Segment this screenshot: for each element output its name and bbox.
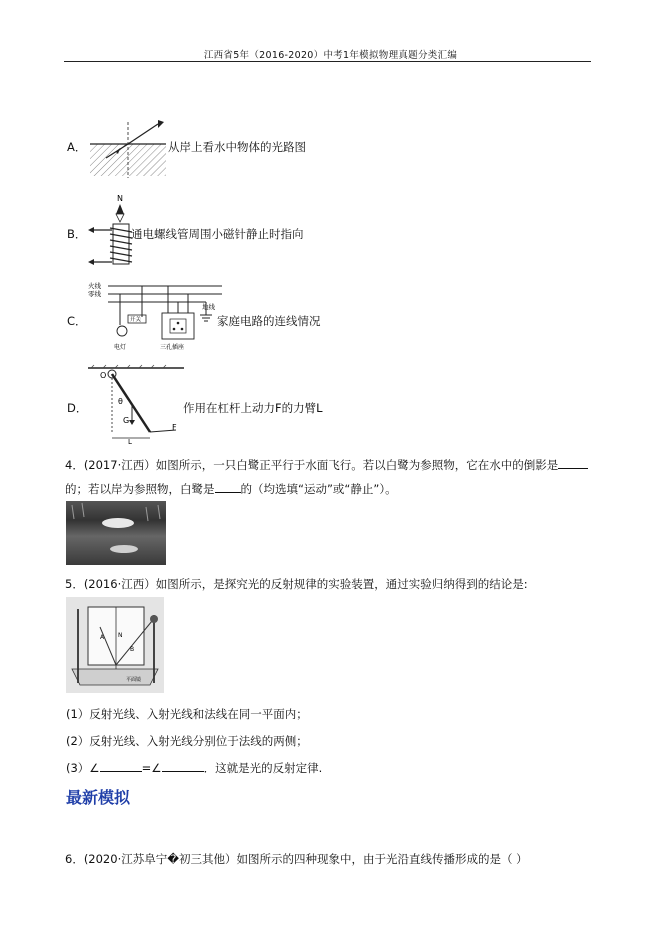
lamp-icon (117, 326, 127, 336)
north-label: N (117, 194, 123, 203)
q5-line1: 5．(2016·江西）如图所示，是探究光的反射规律的实验装置，通过实验归纳得到的结论是: (65, 577, 528, 591)
egret-photo-detail (66, 501, 166, 565)
label-n: N (118, 632, 123, 639)
incident-ray (128, 124, 158, 144)
option-a-text: 从岸上看水中物体的光路图 (168, 140, 306, 154)
apparatus-drawing (66, 597, 164, 693)
mirror (72, 669, 158, 685)
option-c-figure (86, 281, 226, 357)
mirror-label: 平面镜 (126, 677, 142, 683)
q5-item1: (1）反射光线、入射光线和法线在同一平面内； (66, 707, 308, 721)
section-heading: 最新模拟 (66, 788, 131, 807)
egret-photo (66, 501, 166, 565)
q5-item3 (66, 760, 322, 776)
q4-line1-text: 4．(2017·江西）如图所示，一只白鹭正平行于水面飞行。若以白鹭为参照物，它在水中的倒影是 (65, 458, 559, 472)
laser-icon (150, 615, 158, 623)
f-label: F (172, 423, 177, 432)
current-arrow-top (88, 227, 94, 233)
q5-item3b: =∠ (141, 761, 162, 775)
ground-wire-label: 地线 (202, 303, 215, 311)
switch-label: 开关 (130, 317, 142, 323)
q4-line2b: 的（均选填“运动”或“静止”）。 (240, 482, 397, 496)
q6-text: 6．(2020·江苏阜宁�初三其他）如图所示的四种现象中，由于光沿直线传播形成的是（ ） (65, 852, 528, 866)
needle-north (116, 204, 124, 214)
q4-blank-2[interactable] (215, 481, 241, 493)
option-b-text: 通电螺线管周围小磁针静止时指向 (131, 227, 304, 241)
label-a: A (100, 634, 105, 641)
option-c-letter: C． (67, 314, 87, 328)
option-d-figure (86, 364, 186, 444)
eye-icon (158, 120, 164, 128)
q4-line2 (65, 481, 397, 497)
needle-south (116, 214, 124, 222)
option-a-letter: A． (67, 140, 87, 154)
reflection-apparatus-photo (66, 597, 164, 693)
q4-blank-1[interactable] (558, 457, 588, 469)
q5-blank-2[interactable] (162, 760, 204, 772)
g-label: G (123, 416, 130, 425)
egret-icon (102, 518, 134, 528)
header-rule (64, 61, 591, 62)
option-a-figure (88, 118, 168, 180)
q5-item3c: ．这就是光的反射定律. (203, 761, 323, 775)
socket-label: 三孔插座 (160, 344, 185, 351)
q5-item3a: (3）∠ (66, 761, 100, 775)
theta-label: θ (118, 397, 123, 406)
label-b: B (130, 646, 135, 653)
fire-wire-label: 火线 (88, 282, 101, 290)
q4-line1 (65, 457, 588, 473)
current-arrow-bottom (88, 259, 94, 265)
l-label: L (128, 438, 132, 444)
q5-blank-1[interactable] (100, 760, 142, 772)
q5-item2: (2）反射光线、入射光线分别位于法线的两侧； (66, 734, 308, 748)
option-c-text: 家庭电路的连线情况 (217, 314, 321, 328)
option-b-letter: B． (67, 227, 87, 241)
socket-box (162, 313, 194, 339)
option-d-letter: D． (67, 401, 88, 415)
option-d-text: 作用在杠杆上动力F的力臂L (183, 401, 323, 415)
egret-reflection-icon (110, 545, 138, 553)
pivot-label: O (100, 371, 107, 380)
lamp-label: 电灯 (114, 344, 127, 351)
page-header: 江西省5年（2016-2020）中考1年模拟物理真题分类汇编 (203, 50, 458, 61)
gravity-arrow (129, 420, 135, 425)
zero-wire-label: 零线 (88, 290, 101, 298)
q4-line2a: 的；若以岸为参照物，白鹭是 (65, 482, 215, 496)
